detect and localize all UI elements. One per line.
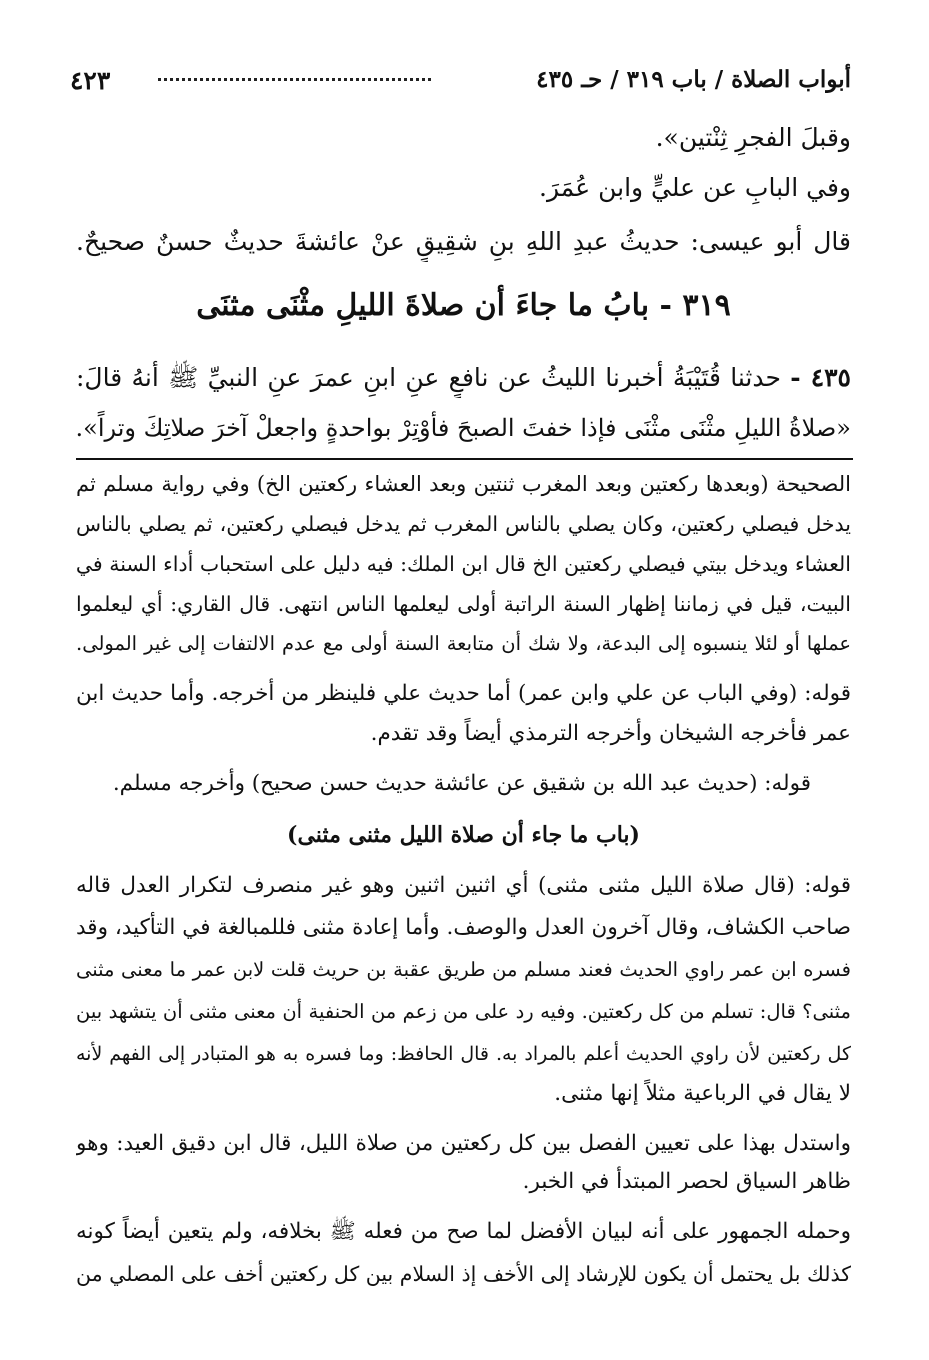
commentary-line: كذلك بل يحتمل أن يكون للإرشاد إلى الأخف إذ السلام بين كل ركعتين أخف على المصلي من	[76, 1262, 851, 1286]
commentary-line: قوله: (قال صلاة الليل مثنى مثنى) أي اثنين اثنين وهو غير منصرف لتكرار العدل قاله	[76, 873, 851, 898]
hadith-number: ٤٣٥ -	[790, 363, 851, 392]
hadith-line	[76, 358, 851, 398]
commentary-line: عمر فأخرجه الشيخان وأخرجه الترمذي أيضاً وقد تقدم.	[370, 721, 851, 746]
footnote-separator	[76, 458, 853, 460]
page-number: ٤٢٣	[70, 66, 111, 95]
commentary-line: مثنى؟ قال: تسلم من كل ركعتين. وفيه رد على من زعم من الحنفية أن معنى مثنى أن يتشهد بين	[76, 1000, 851, 1023]
running-header	[70, 60, 851, 104]
commentary-line: يدخل فيصلي ركعتين، وكان يصلي بالناس المغرب ثم يدخل فيصلي ركعتين، ثم يصلي بالناس	[76, 512, 851, 536]
hadith-isnad: حدثنا قُتَيْبَةُ أخبرنا الليثُ عن نافعٍ عنِ ابنِ عمرَ عنِ النبيِّ ﷺ أنهُ قالَ:	[76, 363, 781, 392]
commentary-line: ظاهر السياق لحصر المبتدأ في الخبر.	[522, 1169, 851, 1194]
commentary-line: كل ركعتين لأن راوي الحديث أعلم بالمراد به. قال الحافظ: وما فسره به هو المتبادر إلى الفهم لأنه	[76, 1043, 851, 1065]
commentary-chapter-heading: (باب ما جاء أن صلاة الليل مثنى مثنى)	[287, 822, 640, 848]
commentary-line: لا يقال في الرباعية مثلاً إنها مثنى.	[554, 1081, 851, 1106]
commentary-line: قوله: (حديث عبد الله بن شقيق عن عائشة حديث حسن صحيح) وأخرجه مسلم.	[112, 771, 811, 796]
commentary-line: واستدل بهذا على تعيين الفصل بين كل ركعتين من صلاة الليل، قال ابن دقيق العيد: وهو	[76, 1131, 851, 1156]
hadith-matn: «صلاةُ الليلِ مثْنَى مثْنَى فإذا خفتَ الصبحَ فأوْتِرْ بواحدةٍ واجعلْ آخرَ صلاتِكَ وتراً».	[76, 414, 851, 442]
commentary-line: قوله: (وفي الباب عن علي وابن عمر) أما حديث علي فلينظر من أخرجه. وأما حديث ابن	[76, 681, 851, 706]
commentary-line: فسره ابن عمر راوي الحديث فعند مسلم من طريق عقبة بن حريث قلت لابن عمر ما معنى مثنى	[76, 958, 851, 981]
commentary-line: عملها أو لئلا ينسبوه إلى البدعة، ولا شك أن متابعة السنة أولى مع عدم الالتفات إلى غير المولى.	[76, 632, 851, 655]
commentary-line: وحمله الجمهور على أنه لبيان الأفضل لما صح من فعله ﷺ بخلافه، ولم يتعين أيضاً كونه	[76, 1219, 851, 1244]
commentary-line: صاحب الكشاف، وقال آخرون العدل والوصف. وأما إعادة مثنى فللمبالغة في التأكيد، وقد	[76, 915, 851, 940]
commentary-line: البيت، قيل في زماننا إظهار السنة الراتبة أولى ليعلمها الناس انتهى. قال القاري: أي ليعلموا	[76, 592, 851, 616]
main-text-line: قال أبو عيسى: حديثُ عبدِ اللهِ بنِ شقِيقٍ عنْ عائشةَ حديثٌ حسنٌ صحيحٌ.	[76, 227, 851, 256]
header-title: أبواب الصلاة / باب ٣١٩ / حـ ٤٣٥	[536, 66, 851, 93]
commentary-line: العشاء ويدخل بيتي فيصلي ركعتين الخ قال ابن الملك: فيه دليل على استحباب أداء السنة في	[76, 552, 851, 576]
main-text-line: وفي البابِ عن عليٍّ وابن عُمَرَ.	[539, 173, 851, 202]
commentary-line: الصحيحة (وبعدها ركعتين وبعد المغرب ثنتين وبعد العشاء ركعتين الخ) وفي رواية مسلم ثم	[76, 472, 851, 496]
chapter-title: ٣١٩ - بابُ ما جاءَ أن صلاةَ الليلِ مثْنَى مثنَى	[196, 288, 731, 323]
main-text-line: وقبلَ الفجرِ ثِنْتين».	[655, 123, 851, 152]
header-dotted-leader	[158, 78, 431, 81]
